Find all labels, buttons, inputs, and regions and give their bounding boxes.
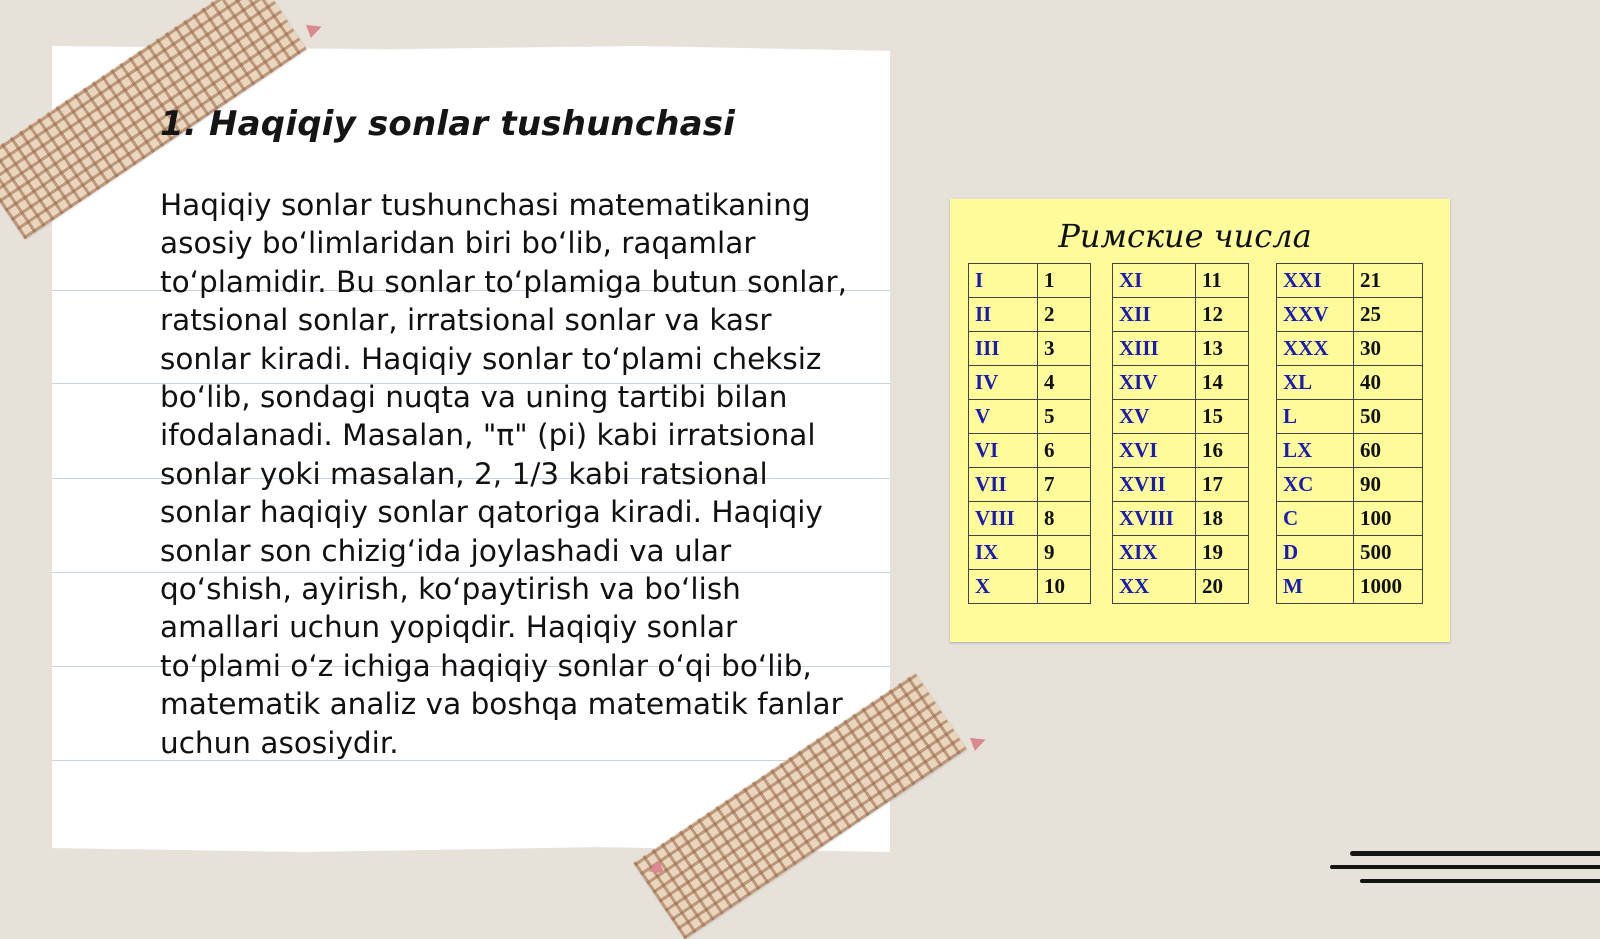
- roman-table-row: [969, 536, 1091, 570]
- arabic-number-cell: 500: [1354, 536, 1423, 570]
- arabic-number-cell: 19: [1196, 536, 1249, 570]
- roman-table-row: [1277, 434, 1423, 468]
- roman-numeral-cell: M: [1277, 570, 1354, 604]
- roman-numeral-cell: XIII: [1113, 332, 1196, 366]
- roman-numeral-cell: XIV: [1113, 366, 1196, 400]
- roman-numeral-cell: XXV: [1277, 298, 1354, 332]
- roman-table-row: [969, 468, 1091, 502]
- roman-numeral-cell: XIX: [1113, 536, 1196, 570]
- roman-table-3: [1276, 263, 1423, 604]
- roman-numeral-cell: LX: [1277, 434, 1354, 468]
- roman-numeral-cell: III: [969, 332, 1038, 366]
- roman-table-row: [969, 434, 1091, 468]
- slide-title: 1. Haqiqiy sonlar tushunchasi: [160, 104, 736, 144]
- roman-table-row: [1277, 502, 1423, 536]
- brush-stroke: [1360, 879, 1600, 883]
- roman-table-row: [1113, 298, 1249, 332]
- arabic-number-cell: 1000: [1354, 570, 1423, 604]
- roman-table-row: [1277, 570, 1423, 604]
- arabic-number-cell: 30: [1354, 332, 1423, 366]
- roman-table-row: [1113, 468, 1249, 502]
- arabic-number-cell: 6: [1038, 434, 1091, 468]
- roman-table-row: [969, 332, 1091, 366]
- arabic-number-cell: 2: [1038, 298, 1091, 332]
- arabic-number-cell: 60: [1354, 434, 1423, 468]
- roman-numeral-cell: D: [1277, 536, 1354, 570]
- arabic-number-cell: 17: [1196, 468, 1249, 502]
- roman-table-row: [969, 570, 1091, 604]
- arabic-number-cell: 40: [1354, 366, 1423, 400]
- roman-numeral-cell: II: [969, 298, 1038, 332]
- roman-table-row: [1113, 502, 1249, 536]
- arabic-number-cell: 11: [1196, 264, 1249, 298]
- roman-numeral-cell: XXI: [1277, 264, 1354, 298]
- roman-numerals-image: [950, 199, 1450, 642]
- roman-table-row: [1113, 332, 1249, 366]
- arabic-number-cell: 10: [1038, 570, 1091, 604]
- roman-numeral-cell: XV: [1113, 400, 1196, 434]
- arabic-number-cell: 1: [1038, 264, 1091, 298]
- roman-table-row: [969, 298, 1091, 332]
- roman-table-row: [1277, 400, 1423, 434]
- roman-numeral-cell: XVI: [1113, 434, 1196, 468]
- roman-table-row: [1113, 536, 1249, 570]
- roman-numeral-cell: X: [969, 570, 1038, 604]
- roman-numeral-cell: XXX: [1277, 332, 1354, 366]
- roman-table-1: [968, 263, 1091, 604]
- roman-table-row: [1277, 264, 1423, 298]
- roman-numeral-cell: XVII: [1113, 468, 1196, 502]
- roman-numeral-cell: XI: [1113, 264, 1196, 298]
- roman-table-row: [1113, 570, 1249, 604]
- roman-table-row: [969, 366, 1091, 400]
- tape-end-marker: [970, 733, 988, 751]
- roman-numeral-cell: VI: [969, 434, 1038, 468]
- roman-table-row: [1277, 468, 1423, 502]
- roman-numeral-cell: I: [969, 264, 1038, 298]
- arabic-number-cell: 21: [1354, 264, 1423, 298]
- roman-numeral-cell: XC: [1277, 468, 1354, 502]
- arabic-number-cell: 16: [1196, 434, 1249, 468]
- roman-table-row: [1277, 332, 1423, 366]
- roman-table-row: [969, 502, 1091, 536]
- arabic-number-cell: 18: [1196, 502, 1249, 536]
- arabic-number-cell: 100: [1354, 502, 1423, 536]
- roman-numeral-cell: VII: [969, 468, 1038, 502]
- roman-numeral-cell: L: [1277, 400, 1354, 434]
- slide-body-text: Haqiqiy sonlar tushunchasi matematikaning asosiy boʻlimlaridan biri boʻlib, raqamlar toʻplamidir. Bu sonlar toʻplamiga butun sonlar, ratsional sonlar, irratsional sonlar va kasr sonlar kiradi. Haqiqiy sonlar toʻplami cheksiz boʻlib, sondagi nuqta va uning tartibi bilan ifodalanadi. Masalan, "π" (pi) kabi irratsional sonlar yoki masalan, 2, 1/3 kabi ratsional sonlar haqiqiy sonlar qatoriga kiradi. Haqiqiy sonlar son chizigʻida joylashadi va ular qoʻshish, ayirish, koʻpaytirish va boʻlish amallari uchun yopiqdir. Haqiqiy sonlar toʻplami oʻz ichiga haqiqiy sonlar oʻqi boʻlib, matematik analiz va boshqa matematik fanlar uchun asosiydir.: [160, 188, 847, 760]
- arabic-number-cell: 13: [1196, 332, 1249, 366]
- brush-stroke: [1350, 851, 1600, 856]
- roman-card-title: Римские числа: [1058, 217, 1312, 255]
- roman-numeral-cell: C: [1277, 502, 1354, 536]
- roman-table-row: [1113, 366, 1249, 400]
- arabic-number-cell: 20: [1196, 570, 1249, 604]
- arabic-number-cell: 7: [1038, 468, 1091, 502]
- arabic-number-cell: 8: [1038, 502, 1091, 536]
- arabic-number-cell: 9: [1038, 536, 1091, 570]
- roman-numeral-cell: XVIII: [1113, 502, 1196, 536]
- arabic-number-cell: 90: [1354, 468, 1423, 502]
- roman-table-row: [969, 400, 1091, 434]
- arabic-number-cell: 4: [1038, 366, 1091, 400]
- roman-numeral-cell: VIII: [969, 502, 1038, 536]
- roman-numeral-cell: IV: [969, 366, 1038, 400]
- arabic-number-cell: 14: [1196, 366, 1249, 400]
- roman-table-row: [1113, 434, 1249, 468]
- roman-numeral-cell: XII: [1113, 298, 1196, 332]
- arabic-number-cell: 25: [1354, 298, 1423, 332]
- roman-numeral-cell: XX: [1113, 570, 1196, 604]
- roman-table-row: [1277, 366, 1423, 400]
- roman-numeral-cell: V: [969, 400, 1038, 434]
- roman-numeral-cell: XL: [1277, 366, 1354, 400]
- tape-end-marker: [306, 20, 324, 38]
- roman-table-2: [1112, 263, 1249, 604]
- brush-stroke: [1330, 865, 1600, 869]
- arabic-number-cell: 50: [1354, 400, 1423, 434]
- arabic-number-cell: 15: [1196, 400, 1249, 434]
- roman-table-row: [1113, 264, 1249, 298]
- arabic-number-cell: 5: [1038, 400, 1091, 434]
- roman-table-row: [1277, 536, 1423, 570]
- roman-table-row: [969, 264, 1091, 298]
- arabic-number-cell: 12: [1196, 298, 1249, 332]
- roman-table-row: [1277, 298, 1423, 332]
- arabic-number-cell: 3: [1038, 332, 1091, 366]
- roman-table-row: [1113, 400, 1249, 434]
- roman-numeral-cell: IX: [969, 536, 1038, 570]
